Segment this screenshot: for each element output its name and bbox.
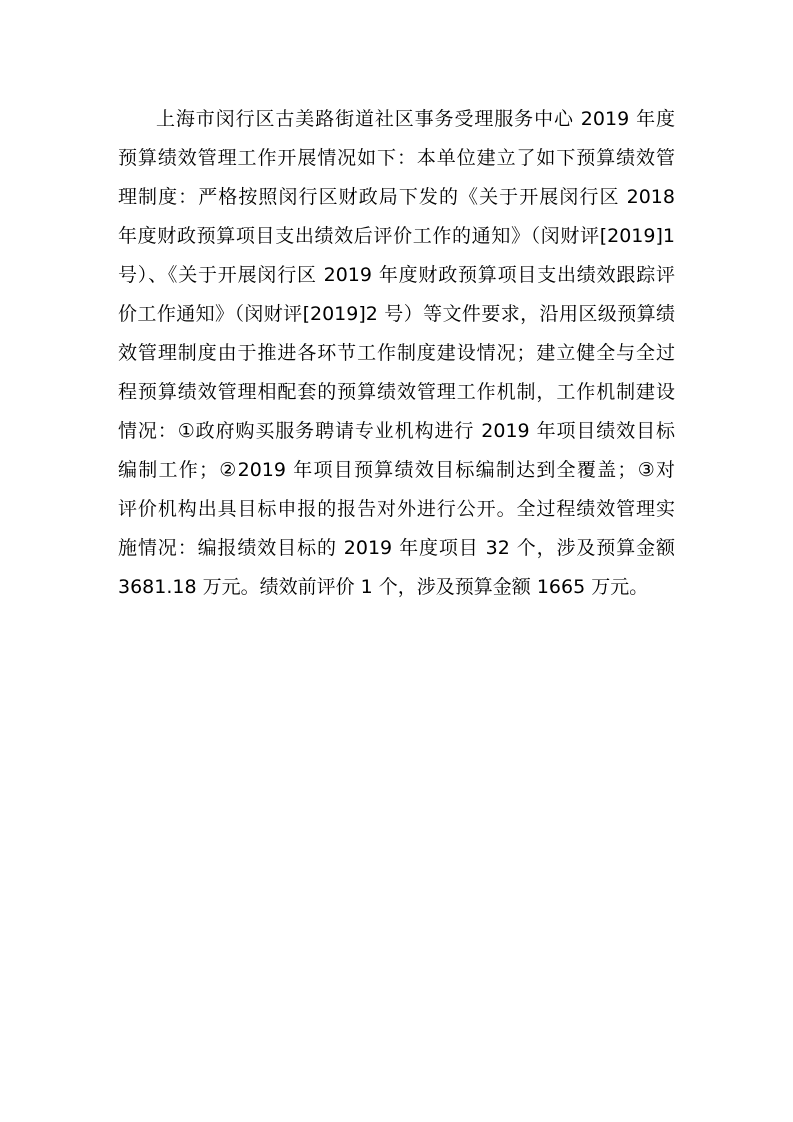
paragraph-line-3: 理制度：严格按照闵行区财政局下发的《关于开展闵行区 2018 (118, 186, 675, 208)
paragraph-line-7: 效管理制度由于推进各环节工作制度建设情况；建立健全与全过 (118, 342, 675, 364)
paragraph-line-13: 3681.18 万元。绩效前评价 1 个，涉及预算金额 1665 万元。 (118, 576, 649, 598)
paragraph-line-2: 预算绩效管理工作开展情况如下：本单位建立了如下预算绩效管 (118, 147, 675, 169)
paragraph-line-12: 施情况：编报绩效目标的 2019 年度项目 32 个，涉及预算金额 (118, 537, 675, 559)
paragraph-line-4: 年度财政预算项目支出绩效后评价工作的通知》（闵财评[2019]1 (118, 225, 675, 247)
paragraph-line-8: 程预算绩效管理相配套的预算绩效管理工作机制，工作机制建设 (118, 381, 675, 403)
paragraph-line-1: 上海市闵行区古美路街道社区事务受理服务中心 2019 年度 (156, 108, 675, 130)
body-paragraph (118, 100, 675, 607)
paragraph-line-9: 情况：①政府购买服务聘请专业机构进行 2019 年项目绩效目标 (118, 420, 675, 442)
paragraph-line-5: 号）、《关于开展闵行区 2019 年度财政预算项目支出绩效跟踪评 (118, 264, 675, 286)
paragraph-line-6: 价工作通知》（闵财评[2019]2 号）等文件要求，沿用区级预算绩 (118, 303, 675, 325)
paragraph-line-11: 评价机构出具目标申报的报告对外进行公开。全过程绩效管理实 (118, 498, 675, 520)
paragraph-line-10: 编制工作；②2019 年项目预算绩效目标编制达到全覆盖；③对 (118, 459, 675, 481)
